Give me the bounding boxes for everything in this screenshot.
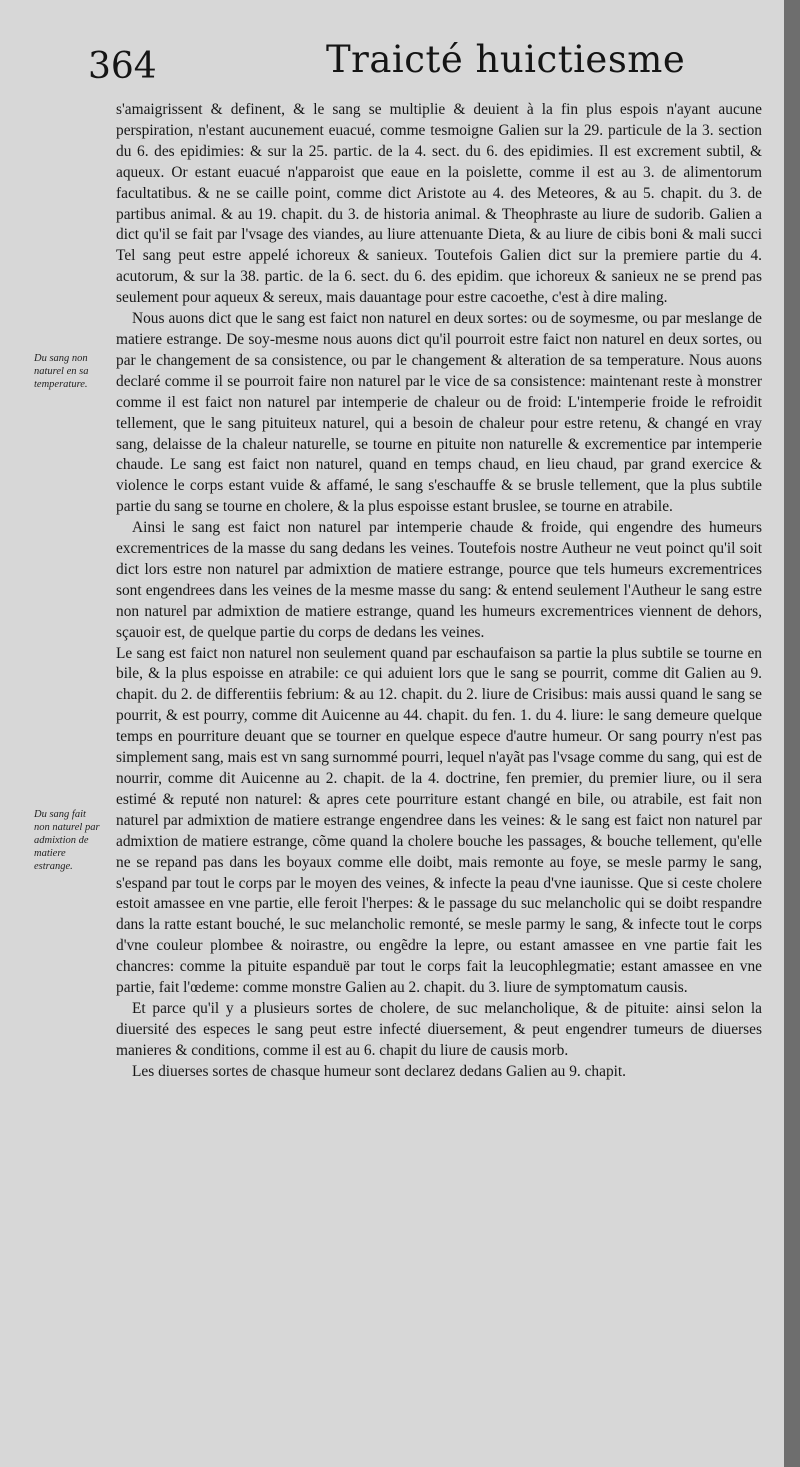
paragraph: Les diuerses sortes de chasque humeur sont declarez dedans Galien au 9. chapit. [132,1062,627,1080]
page-number: 364 [88,46,157,87]
running-title: Traicté huictiesme [326,38,686,81]
paragraph: Nous auons dict que le sang est faict non naturel en deux sortes: ou de soymesme, ou par meslange de matiere estrange. De soy-mesme nous auons dict qu'il pourroit estre faict non naturel en deux sortes, ou par le changement de sa consistence, ou par le changement & alteration de sa temperature. Nous auons declaré comme il se pourroit faire non naturel par le vice de sa consistence: maintenant reste à monstrer comme il est faict non naturel par intemperie de chaleur ou de froid: L'intemperie froide le refroidit tellement, que le sang pituiteux naturel, qui a besoin de chaleur pour estre retenu, & changé en vray sang, delaisse de la chaleur naturelle, se tourne en pituite non naturelle & excrementice par intemperie chaude. Le sang est faict non naturel, quand en temps chaud, en lieu chaud, par grand exercice & violence le corps estant vuide & affamé, le sang s'eschauffe & se brusle tellement, que la plus subtile partie du sang se tourne en cholere, & la plus espoisse estant bruslee, se tourne en atrabile. [116,310,762,516]
margin-note-1: Du sang non naturel en sa temperature. [34,353,89,390]
paragraph: s'amaigrissent & definent, & le sang se multiplie & deuient à la fin plus espois n'ayant aucune perspiration, n'estant aucunement euacué, comme tesmoigne Galien sur la 29. particule de la 3. section du 6. des epidimies: & sur la 25. partic. de la 4. sect. du 6. des epidimies. Il est excrement subtil, & aqueux. Or estant euacué n'apparoist que eaue en la poislette, comme il est au 3. de alimentorum facultatibus. & ne se caille point, comme dict Aristote au 4. des Meteores, & au 5. chapit. du 3. de partibus animal. & au 19. chapit. du 3. de historia animal. & Theophraste au liure de sudorib. Galien a dict qu'il se fait par l'vsage des viandes, au liure attenuante Dieta, & au liure de cibis boni & mali succi Tel sang peut estre appelé ichoreux & sanieux. Toutefois Galien dict sur la premiere partie du 4. acutorum, & sur la 38. partic. de la 6. sect. du 6. des epidim. que ichoreux & sanieux ne se prend pas seulement pour aqueux & sereux, mais dauantage pour estre cacoethe, c'est à dire maling. [116,101,762,307]
paragraph: Le sang est faict non naturel non seulement quand par eschaufaison sa partie la plus subtile se tourne en bile, & la plus espoisse en atrabile: ce qui aduient lors que le sang se pourrit, comme dit Galien au 9. chapit. du 2. de differentiis febrium: & au 12. chapit. du 2. liure de Crisibus: mais aussi quand le sang se pourrit, & est pourry, comme dit Auicenne au 44. chapit. du fen. 1. du 4. liure: le sang demeure quelque temps en pourriture deuant que se tourner en quelque espece d'autre humeur. Or sang pourry n'est pas simplement sang, mais est vn sang surnommé pourri, lequel n'ayãt pas l'vsage comme du sang, qui est de nourrir, comme dit Auicenne au 2. chapit. de la 4. doctrine, fen premier, du premier liure, ou il sera estimé & reputé non naturel: & apres cete pourriture estant changé en bile, ou atrabile, est fait non naturel par admixtion de matiere estrange engendree dans les veines: & le sang est faict non naturel par admixtion de matiere estrange, cõme quand la cholere bouche les passages, & bouche tellement, qu'elle ne se repand pas dans les boyaux comme elle doibt, mais remonte au foye, se mesle parmy le sang, s'espand par tout le corps par le moyen des veines, & infecte la peau d'vne iaunisse. Que si ceste cholere estoit amassee en vne partie, elle feroit l'herpes: & le passage du suc melancholic qui se doibt respandre dans la ratte estant bouché, le suc melancholic remonté, se mesle parmy le sang, & infecte tout le corps d'vne couleur plombee & noirastre, ou engẽdre la lepre, ou estant amassee en vne partie fait les chancres: comme la pituite espanduë par tout le corps fait la leucophlegmatie; estant amassee en vne partie, fait l'œdeme: comme monstre Galien au 2. chapit. du 3. liure de symptomatum causis. [116,644,762,997]
paragraph: Et parce qu'il y a plusieurs sortes de cholere, de suc melancholique, & de pituite: ainsi selon la diuersité des especes le sang peut estre infecté diuersement, & peut engendrer tumeurs de diuerses manieres & conditions, comme il est au 6. chapit du liure de causis morb. [116,999,762,1059]
main-text [116,100,762,1083]
book-spine-edge [784,0,800,1467]
margin-note-2: Du sang fait non naturel par admixtion de matiere estrange. [34,809,100,872]
paragraph: Ainsi le sang est faict non naturel par intemperie chaude & froide, qui engendre des humeurs excrementrices de la masse du sang dedans les veines. Toutefois nostre Autheur ne veut poinct qu'il soit dict lors estre non naturel par admixtion de matiere estrange, pource que tels humeurs excrementrices sont engendrees dans les veines de la mesme masse du sang: & entend seulement l'Autheur le sang estre non naturel par admixtion de matiere estrange, quand les humeurs excrementrices viennent de dehors, sçauoir est, de quelque partie du corps de dedans les veines. [116,519,762,641]
